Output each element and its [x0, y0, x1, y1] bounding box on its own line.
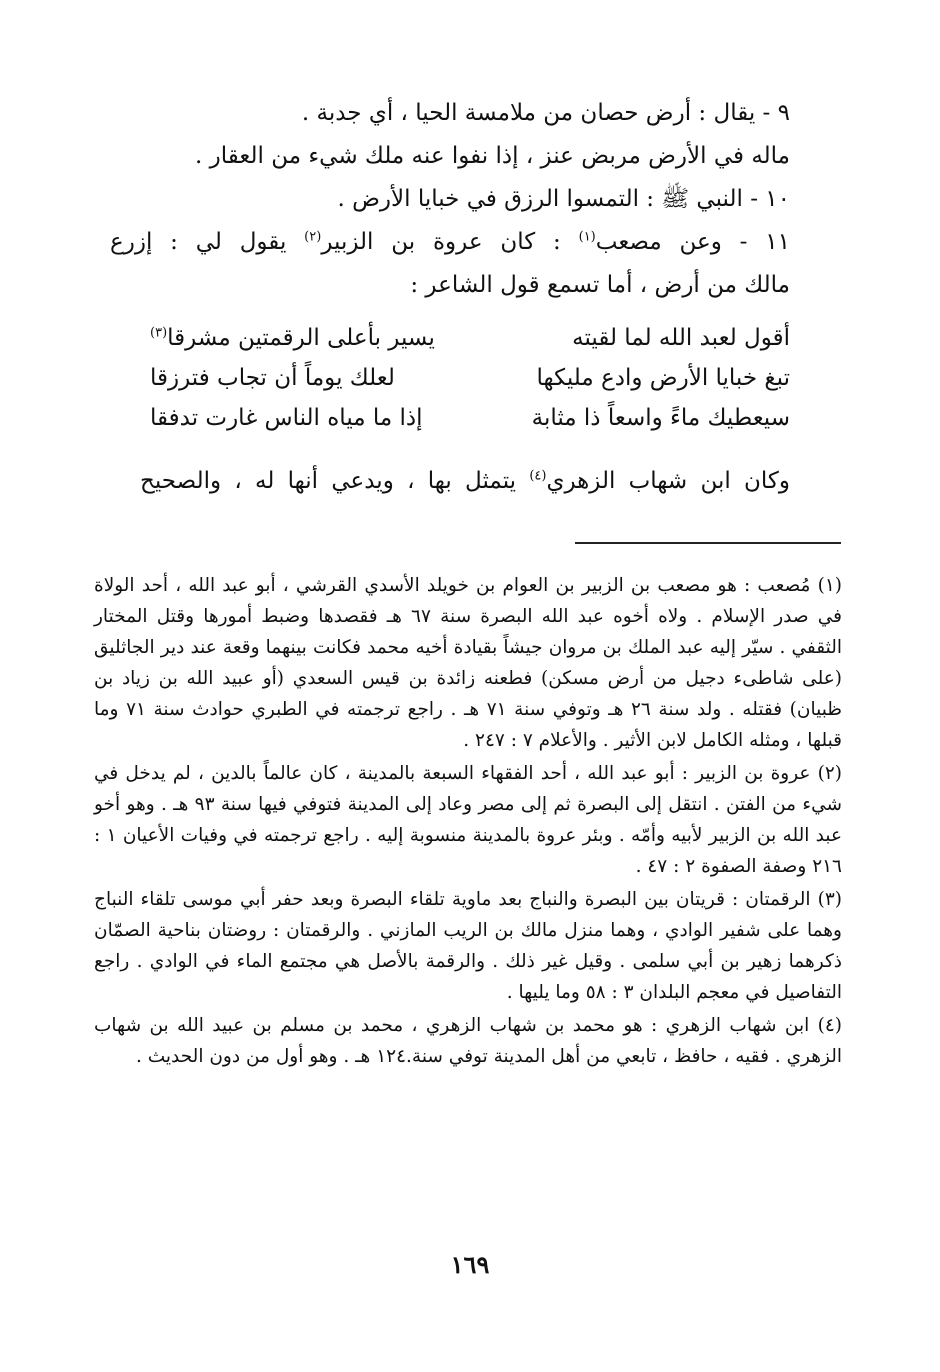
footnote-ref-1: (١): [578, 229, 596, 245]
verse-first-hemistich: تبغ خبايا الأرض وادع مليكها: [536, 365, 790, 391]
footnote-text: ابن شهاب الزهري : هو محمد بن شهاب الزهري ، محمد بن مسلم بن عبيد الله بن شهاب الزهري . فقيه ، حافظ ، تابعي من أهل المدينة توفي سنة.١٢٤ هـ . وهو أول من دون الحديث .: [94, 1015, 842, 1067]
text-after-poem: [140, 460, 790, 503]
poem-verse: [150, 358, 790, 398]
text-line-11-part-a: ١١ - وعن مصعب: [595, 229, 790, 255]
footnote-number: (٣): [817, 889, 842, 910]
main-text: [110, 92, 790, 307]
text-line-11-part-c: يقول لي : إزرع: [110, 229, 305, 255]
poem-verse: [150, 318, 790, 358]
footnote-divider: [575, 542, 841, 544]
verse-second-text: يسير بأعلى الرقمتين مشرقا: [167, 325, 435, 351]
footnote-3: [94, 884, 842, 1008]
verse-first-hemistich: أقول لعبد الله لما لقيته: [572, 325, 790, 351]
after-poem-part-b: يتمثل بها ، ويدعي أنها له ، والصحيح: [140, 468, 530, 494]
text-line-9: ٩ - يقال : أرض حصان من ملامسة الحيا ، أي جدبة .: [301, 100, 790, 126]
text-line-11-cont: مالك من أرض ، أما تسمع قول الشاعر :: [410, 272, 790, 298]
footnote-ref-2: (٢): [304, 229, 322, 245]
footnote-1: [94, 570, 842, 756]
verse-second-hemistich: لعلك يوماً أن تجاب فترزقا: [150, 365, 395, 391]
footnote-2: [94, 758, 842, 882]
page-number: ١٦٩: [450, 1250, 490, 1279]
poem-verse: [150, 398, 790, 438]
footnote-4: [94, 1010, 842, 1072]
footnotes: [94, 570, 842, 1074]
footnote-number: (٤): [817, 1015, 842, 1036]
text-line-11-part-b: : كان عروة بن الزبير: [321, 229, 579, 255]
footnote-text: الرقمتان : قريتان بين البصرة والنباج بعد ماوية تلقاء البصرة وبعد حفر أبي موسى تلقاء النباج وهما على شفير الوادي ، وهما منزل مالك بن الريب المازني . والرقمتان : روضتان بناحية الصمّان ذكرهما زهير بن أبي سلمى . وقيل غير ذلك . والرقمة بالأصل هي مجتمع الماء في الوادي . راجع التفاصيل في معجم البلدان ٣ : ٥٨ وما يليها .: [94, 889, 842, 1003]
text-line-9-cont: ماله في الأرض مربض عنز ، إذا نفوا عنه ملك شيء من العقار .: [195, 143, 790, 169]
footnote-ref-4: (٤): [529, 468, 547, 484]
footnote-number: (١): [817, 575, 842, 596]
footnote-number: (٢): [817, 763, 842, 784]
text-line-10: ١٠ - النبي ﷺ : التمسوا الرزق في خبايا الأرض .: [337, 186, 790, 212]
after-poem-part-a: وكان ابن شهاب الزهري: [546, 468, 790, 494]
verse-first-hemistich: سيعطيك ماءً واسعاً ذا مثابة: [531, 405, 790, 431]
footnote-text: مُصعب : هو مصعب بن الزبير بن العوام بن خويلد الأسدي القرشي ، أبو عبد الله ، أحد الولاة في صدر الإسلام . ولاه أخوه عبد الله البصرة سنة ٦٧ هـ فقصدها وضبط أمورها وقتل المختار الثقفي . سيّر إليه عبد الملك بن مروان جيشاً بقيادة أخيه محمد فكانت بينهما وقعة عند دير الجاثليق (على شاطىء دجيل من أرض مسكن) فطعنه زائدة بن قيس السعدي (أو عبيد الله بن زياد بن ظبيان) فقتله . ولد سنة ٢٦ هـ وتوفي سنة ٧١ هـ . راجع ترجمته في الطبري حوادث سنة ٧١ وما قبلها ، ومثله الكامل لابن الأثير . والأعلام ٧ : ٢٤٧ .: [94, 575, 843, 751]
footnote-ref-3: (٣): [150, 325, 168, 341]
text-line-11: [110, 221, 790, 264]
verse-second-hemistich: إذا ما مياه الناس غارت تدفقا: [150, 405, 423, 431]
verse-second-hemistich: [150, 318, 450, 358]
poem: [150, 318, 790, 438]
footnote-text: عروة بن الزبير : أبو عبد الله ، أحد الفقهاء السبعة بالمدينة ، كان عالماً بالدين ، لم يدخل في شيء من الفتن . انتقل إلى البصرة ثم إلى مصر وعاد إلى المدينة فتوفي فيها سنة ٩٣ هـ . وهو أخو عبد الله بن الزبير لأبيه وأمّه . وبئر عروة بالمدينة منسوبة إليه . راجع ترجمته في وفيات الأعيان ١ : ٢١٦ وصفة الصفوة ٢ : ٤٧ .: [94, 763, 842, 877]
